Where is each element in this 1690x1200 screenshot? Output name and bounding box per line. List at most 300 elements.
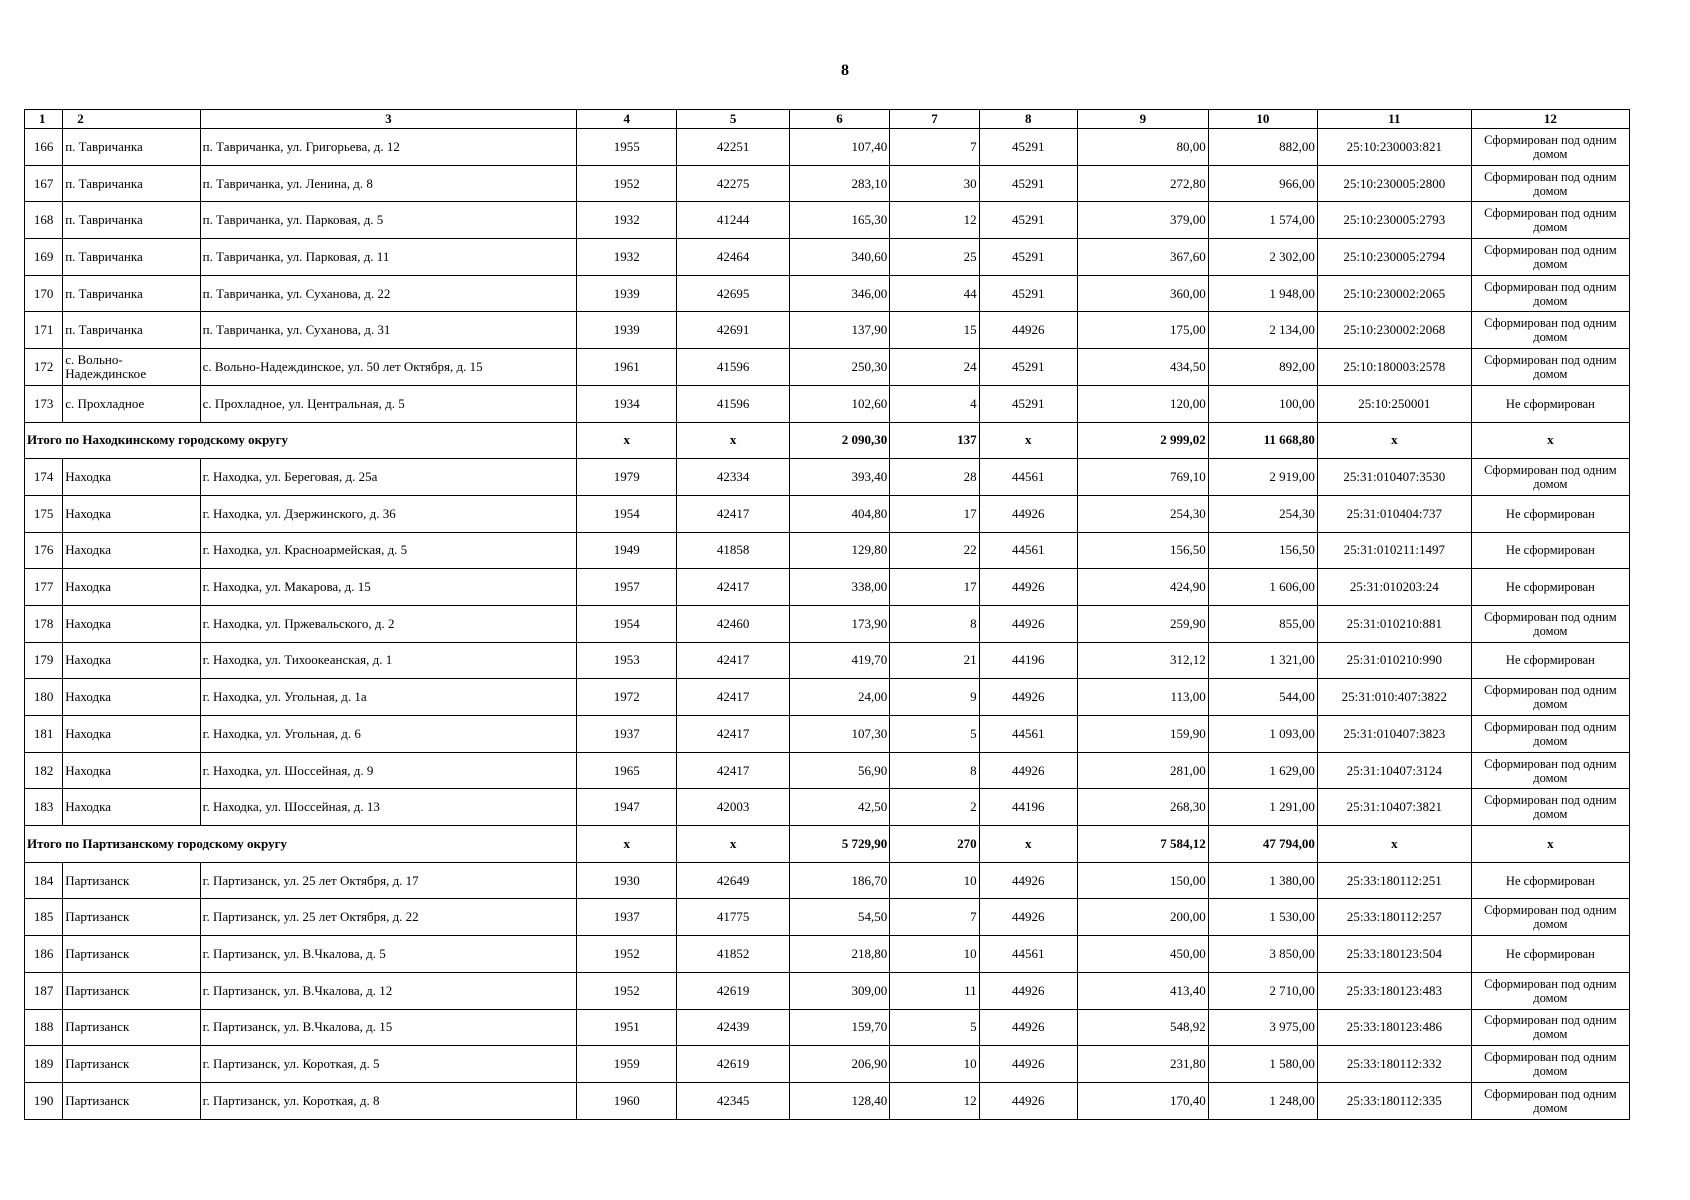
cell-year: 1932: [577, 202, 677, 239]
cell-year: 1952: [577, 165, 677, 202]
col-header: 8: [979, 110, 1077, 129]
cell-oktmo: 45291: [979, 129, 1077, 166]
cell-area: 56,90: [789, 752, 889, 789]
subtotal-label: Итого по Партизанскому городскому округу: [25, 826, 577, 863]
cell-cadastral: 25:31:10407:3821: [1317, 789, 1471, 826]
cell-count: 8: [890, 752, 979, 789]
cell-locality: п. Тавричанка: [63, 239, 200, 276]
cell-count: 12: [890, 1082, 979, 1119]
cell-area: 393,40: [789, 459, 889, 496]
cell-oktmo: 45291: [979, 275, 1077, 312]
col-header: 12: [1471, 110, 1629, 129]
cell-status: Не сформирован: [1471, 532, 1629, 569]
table-row: [25, 605, 1630, 642]
cell-address: п. Тавричанка, ул. Ленина, д. 8: [200, 165, 576, 202]
cell-year: 1934: [577, 385, 677, 422]
cell-status: Сформирован под одним домом: [1471, 239, 1629, 276]
cell-row-number: 185: [25, 899, 63, 936]
cell-count: 5: [890, 716, 979, 753]
cell-locality: Находка: [63, 532, 200, 569]
col-header: 6: [789, 110, 889, 129]
cell-col9: 170,40: [1077, 1082, 1208, 1119]
table-row: [25, 752, 1630, 789]
cell-row-number: 177: [25, 569, 63, 606]
cell-col9: 231,80: [1077, 1046, 1208, 1083]
cell-col9: 150,00: [1077, 862, 1208, 899]
cell-col10: 2 302,00: [1208, 239, 1317, 276]
cell-area: 159,70: [789, 1009, 889, 1046]
cell-count: 137: [890, 422, 979, 459]
cell-code: 42417: [677, 495, 789, 532]
cell-year: 1979: [577, 459, 677, 496]
cell-status: х: [1471, 826, 1629, 863]
cell-col9: 7 584,12: [1077, 826, 1208, 863]
cell-row-number: 167: [25, 165, 63, 202]
cell-year: 1959: [577, 1046, 677, 1083]
cell-status: Сформирован под одним домом: [1471, 202, 1629, 239]
cell-year: х: [577, 826, 677, 863]
cell-status: Сформирован под одним домом: [1471, 679, 1629, 716]
cell-oktmo: 44926: [979, 1046, 1077, 1083]
cell-col9: 268,30: [1077, 789, 1208, 826]
cell-code: 41852: [677, 936, 789, 973]
cell-cadastral: 25:31:010404:737: [1317, 495, 1471, 532]
cell-code: 42695: [677, 275, 789, 312]
cell-area: 173,90: [789, 605, 889, 642]
cell-area: 309,00: [789, 972, 889, 1009]
cell-address: г. Находка, ул. Береговая, д. 25а: [200, 459, 576, 496]
cell-status: Сформирован под одним домом: [1471, 972, 1629, 1009]
cell-count: 9: [890, 679, 979, 716]
cell-col10: 156,50: [1208, 532, 1317, 569]
cell-count: 25: [890, 239, 979, 276]
cell-cadastral: 25:33:180112:332: [1317, 1046, 1471, 1083]
cell-oktmo: 44926: [979, 495, 1077, 532]
cell-col10: 2 919,00: [1208, 459, 1317, 496]
table-row: [25, 899, 1630, 936]
cell-count: 12: [890, 202, 979, 239]
cell-address: г. Находка, ул. Тихоокеанская, д. 1: [200, 642, 576, 679]
cell-col10: 1 606,00: [1208, 569, 1317, 606]
cell-locality: Партизанск: [63, 972, 200, 1009]
cell-count: 44: [890, 275, 979, 312]
cell-row-number: 175: [25, 495, 63, 532]
cell-status: Сформирован под одним домом: [1471, 1082, 1629, 1119]
cell-cadastral: 25:31:010:407:3822: [1317, 679, 1471, 716]
cell-col9: 259,90: [1077, 605, 1208, 642]
cell-row-number: 174: [25, 459, 63, 496]
cell-address: с. Вольно-Надеждинское, ул. 50 лет Октября, д. 15: [200, 349, 576, 386]
table-row: [25, 1082, 1630, 1119]
cell-cadastral: 25:10:180003:2578: [1317, 349, 1471, 386]
cell-row-number: 180: [25, 679, 63, 716]
table-row: [25, 275, 1630, 312]
table-row: [25, 385, 1630, 422]
cell-count: 15: [890, 312, 979, 349]
cell-locality: п. Тавричанка: [63, 202, 200, 239]
cell-area: 346,00: [789, 275, 889, 312]
cell-year: 1953: [577, 642, 677, 679]
cell-cadastral: 25:31:10407:3124: [1317, 752, 1471, 789]
cell-cadastral: х: [1317, 422, 1471, 459]
cell-row-number: 182: [25, 752, 63, 789]
cell-year: 1951: [577, 1009, 677, 1046]
cell-code: 42417: [677, 752, 789, 789]
cell-address: п. Тавричанка, ул. Парковая, д. 11: [200, 239, 576, 276]
cell-code: 42417: [677, 716, 789, 753]
cell-oktmo: 44196: [979, 642, 1077, 679]
cell-count: 28: [890, 459, 979, 496]
cell-count: 10: [890, 936, 979, 973]
cell-code: 42417: [677, 569, 789, 606]
cell-code: 41596: [677, 349, 789, 386]
cell-locality: Находка: [63, 789, 200, 826]
cell-address: п. Тавричанка, ул. Суханова, д. 31: [200, 312, 576, 349]
cell-year: 1965: [577, 752, 677, 789]
cell-count: 5: [890, 1009, 979, 1046]
cell-cadastral: 25:33:180112:251: [1317, 862, 1471, 899]
cell-status: Не сформирован: [1471, 569, 1629, 606]
cell-year: 1955: [577, 129, 677, 166]
cell-oktmo: 45291: [979, 165, 1077, 202]
cell-col9: 450,00: [1077, 936, 1208, 973]
cell-code: 42464: [677, 239, 789, 276]
cell-area: 24,00: [789, 679, 889, 716]
cell-code: х: [677, 826, 789, 863]
cell-locality: п. Тавричанка: [63, 312, 200, 349]
cell-cadastral: 25:31:010210:990: [1317, 642, 1471, 679]
cell-col10: 3 850,00: [1208, 936, 1317, 973]
cell-cadastral: 25:33:180112:257: [1317, 899, 1471, 936]
cell-row-number: 169: [25, 239, 63, 276]
cell-col10: 1 321,00: [1208, 642, 1317, 679]
cell-col9: 281,00: [1077, 752, 1208, 789]
cell-col10: 11 668,80: [1208, 422, 1317, 459]
table-row: [25, 716, 1630, 753]
table-row: [25, 165, 1630, 202]
cell-year: 1939: [577, 275, 677, 312]
cell-row-number: 184: [25, 862, 63, 899]
col-header: 4: [577, 110, 677, 129]
table-row: [25, 459, 1630, 496]
cell-year: 1947: [577, 789, 677, 826]
cell-address: г. Находка, ул. Пржевальского, д. 2: [200, 605, 576, 642]
register-table: [24, 109, 1630, 1120]
cell-locality: Находка: [63, 642, 200, 679]
cell-code: 41596: [677, 385, 789, 422]
cell-cadastral: 25:33:180123:504: [1317, 936, 1471, 973]
cell-count: 21: [890, 642, 979, 679]
cell-col10: 3 975,00: [1208, 1009, 1317, 1046]
cell-area: 283,10: [789, 165, 889, 202]
cell-locality: Партизанск: [63, 1082, 200, 1119]
cell-code: 42345: [677, 1082, 789, 1119]
table-row: [25, 862, 1630, 899]
cell-status: х: [1471, 422, 1629, 459]
cell-locality: Партизанск: [63, 1046, 200, 1083]
cell-cadastral: 25:31:010210:881: [1317, 605, 1471, 642]
cell-cadastral: 25:10:230005:2800: [1317, 165, 1471, 202]
cell-cadastral: 25:10:230002:2068: [1317, 312, 1471, 349]
cell-locality: п. Тавричанка: [63, 275, 200, 312]
cell-status: Не сформирован: [1471, 862, 1629, 899]
cell-oktmo: 44926: [979, 899, 1077, 936]
cell-status: Сформирован под одним домом: [1471, 349, 1629, 386]
cell-locality: Находка: [63, 752, 200, 789]
cell-status: Сформирован под одним домом: [1471, 605, 1629, 642]
cell-locality: Партизанск: [63, 936, 200, 973]
cell-row-number: 178: [25, 605, 63, 642]
column-number-header: [25, 110, 1630, 129]
cell-code: 42619: [677, 972, 789, 1009]
cell-count: 4: [890, 385, 979, 422]
cell-year: 1952: [577, 936, 677, 973]
cell-count: 270: [890, 826, 979, 863]
cell-row-number: 187: [25, 972, 63, 1009]
cell-address: г. Партизанск, ул. В.Чкалова, д. 12: [200, 972, 576, 1009]
cell-code: 42649: [677, 862, 789, 899]
cell-status: Сформирован под одним домом: [1471, 459, 1629, 496]
cell-oktmo: 44561: [979, 716, 1077, 753]
cell-col10: 1 291,00: [1208, 789, 1317, 826]
cell-year: 1937: [577, 716, 677, 753]
cell-col10: 47 794,00: [1208, 826, 1317, 863]
cell-col9: 254,30: [1077, 495, 1208, 532]
cell-row-number: 173: [25, 385, 63, 422]
cell-col10: 1 629,00: [1208, 752, 1317, 789]
cell-locality: п. Тавричанка: [63, 129, 200, 166]
cell-row-number: 186: [25, 936, 63, 973]
cell-locality: Находка: [63, 716, 200, 753]
cell-cadastral: х: [1317, 826, 1471, 863]
cell-status: Не сформирован: [1471, 936, 1629, 973]
cell-col10: 1 948,00: [1208, 275, 1317, 312]
cell-col9: 367,60: [1077, 239, 1208, 276]
cell-area: 404,80: [789, 495, 889, 532]
cell-col9: 80,00: [1077, 129, 1208, 166]
cell-oktmo: 45291: [979, 385, 1077, 422]
cell-code: 41775: [677, 899, 789, 936]
cell-col10: 544,00: [1208, 679, 1317, 716]
cell-locality: с. Прохладное: [63, 385, 200, 422]
cell-count: 24: [890, 349, 979, 386]
cell-area: 107,40: [789, 129, 889, 166]
cell-area: 128,40: [789, 1082, 889, 1119]
table-row: [25, 129, 1630, 166]
cell-code: 42417: [677, 679, 789, 716]
cell-address: г. Партизанск, ул. В.Чкалова, д. 5: [200, 936, 576, 973]
cell-status: Сформирован под одним домом: [1471, 1009, 1629, 1046]
page-number: 8: [841, 62, 849, 79]
cell-area: 186,70: [789, 862, 889, 899]
cell-code: 42619: [677, 1046, 789, 1083]
cell-year: 1957: [577, 569, 677, 606]
cell-row-number: 189: [25, 1046, 63, 1083]
cell-col10: 1 248,00: [1208, 1082, 1317, 1119]
cell-status: Сформирован под одним домом: [1471, 275, 1629, 312]
cell-year: 1937: [577, 899, 677, 936]
cell-address: п. Тавричанка, ул. Суханова, д. 22: [200, 275, 576, 312]
cell-oktmo: 44926: [979, 862, 1077, 899]
table-row: [25, 972, 1630, 1009]
cell-code: 41244: [677, 202, 789, 239]
cell-row-number: 172: [25, 349, 63, 386]
col-header: 9: [1077, 110, 1208, 129]
cell-address: г. Находка, ул. Угольная, д. 6: [200, 716, 576, 753]
table-row: [25, 642, 1630, 679]
cell-area: 129,80: [789, 532, 889, 569]
table-row: [25, 312, 1630, 349]
col-header: 11: [1317, 110, 1471, 129]
cell-cadastral: 25:33:180123:486: [1317, 1009, 1471, 1046]
cell-col10: 2 710,00: [1208, 972, 1317, 1009]
cell-row-number: 183: [25, 789, 63, 826]
cell-col9: 120,00: [1077, 385, 1208, 422]
table-row: [25, 239, 1630, 276]
col-header: 1: [25, 110, 63, 129]
col-header: 2: [63, 110, 200, 129]
cell-status: Сформирован под одним домом: [1471, 129, 1629, 166]
cell-year: 1961: [577, 349, 677, 386]
table-row: [25, 789, 1630, 826]
col-header: 5: [677, 110, 789, 129]
cell-count: 7: [890, 899, 979, 936]
cell-cadastral: 25:31:010203:24: [1317, 569, 1471, 606]
cell-count: 2: [890, 789, 979, 826]
cell-oktmo: 44926: [979, 679, 1077, 716]
cell-area: 165,30: [789, 202, 889, 239]
cell-status: Сформирован под одним домом: [1471, 165, 1629, 202]
cell-row-number: 166: [25, 129, 63, 166]
cell-col10: 892,00: [1208, 349, 1317, 386]
cell-count: 22: [890, 532, 979, 569]
cell-count: 8: [890, 605, 979, 642]
cell-address: г. Партизанск, ул. В.Чкалова, д. 15: [200, 1009, 576, 1046]
cell-col10: 1 580,00: [1208, 1046, 1317, 1083]
cell-col10: 1 380,00: [1208, 862, 1317, 899]
cell-oktmo: 45291: [979, 239, 1077, 276]
cell-cadastral: 25:10:230005:2794: [1317, 239, 1471, 276]
cell-col9: 769,10: [1077, 459, 1208, 496]
cell-count: 7: [890, 129, 979, 166]
cell-address: г. Партизанск, ул. 25 лет Октября, д. 22: [200, 899, 576, 936]
cell-locality: Находка: [63, 605, 200, 642]
cell-area: 338,00: [789, 569, 889, 606]
cell-col9: 2 999,02: [1077, 422, 1208, 459]
cell-status: Сформирован под одним домом: [1471, 1046, 1629, 1083]
cell-oktmo: 44561: [979, 532, 1077, 569]
cell-status: Не сформирован: [1471, 642, 1629, 679]
cell-address: г. Находка, ул. Дзержинского, д. 36: [200, 495, 576, 532]
col-header: 3: [200, 110, 576, 129]
cell-code: 42251: [677, 129, 789, 166]
cell-code: 42334: [677, 459, 789, 496]
cell-locality: Находка: [63, 459, 200, 496]
cell-status: Не сформирован: [1471, 495, 1629, 532]
cell-col9: 413,40: [1077, 972, 1208, 1009]
cell-code: 42003: [677, 789, 789, 826]
cell-code: х: [677, 422, 789, 459]
cell-locality: Находка: [63, 569, 200, 606]
cell-count: 11: [890, 972, 979, 1009]
cell-address: п. Тавричанка, ул. Парковая, д. 5: [200, 202, 576, 239]
cell-col10: 254,30: [1208, 495, 1317, 532]
table-row: [25, 569, 1630, 606]
cell-col10: 1 530,00: [1208, 899, 1317, 936]
cell-col9: 113,00: [1077, 679, 1208, 716]
cell-col9: 424,90: [1077, 569, 1208, 606]
cell-count: 10: [890, 862, 979, 899]
cell-col10: 855,00: [1208, 605, 1317, 642]
cell-col10: 1 574,00: [1208, 202, 1317, 239]
cell-address: г. Находка, ул. Угольная, д. 1а: [200, 679, 576, 716]
cell-col10: 882,00: [1208, 129, 1317, 166]
cell-area: 5 729,90: [789, 826, 889, 863]
cell-row-number: 190: [25, 1082, 63, 1119]
cell-locality: п. Тавричанка: [63, 165, 200, 202]
cell-locality: Партизанск: [63, 1009, 200, 1046]
cell-address: г. Партизанск, ул. 25 лет Октября, д. 17: [200, 862, 576, 899]
cell-area: 250,30: [789, 349, 889, 386]
cell-col9: 548,92: [1077, 1009, 1208, 1046]
cell-year: 1954: [577, 495, 677, 532]
cell-code: 42691: [677, 312, 789, 349]
cell-col9: 272,80: [1077, 165, 1208, 202]
cell-area: 419,70: [789, 642, 889, 679]
cell-address: г. Партизанск, ул. Короткая, д. 8: [200, 1082, 576, 1119]
cell-area: 102,60: [789, 385, 889, 422]
cell-row-number: 171: [25, 312, 63, 349]
cell-area: 218,80: [789, 936, 889, 973]
cell-cadastral: 25:31:010211:1497: [1317, 532, 1471, 569]
cell-oktmo: 45291: [979, 349, 1077, 386]
cell-col9: 379,00: [1077, 202, 1208, 239]
cell-status: Не сформирован: [1471, 385, 1629, 422]
cell-address: г. Находка, ул. Шоссейная, д. 9: [200, 752, 576, 789]
table-row: [25, 1009, 1630, 1046]
cell-col9: 159,90: [1077, 716, 1208, 753]
cell-year: 1930: [577, 862, 677, 899]
cell-oktmo: 44561: [979, 936, 1077, 973]
table-row: [25, 679, 1630, 716]
cell-status: Сформирован под одним домом: [1471, 899, 1629, 936]
cell-year: 1960: [577, 1082, 677, 1119]
cell-cadastral: 25:31:010407:3530: [1317, 459, 1471, 496]
cell-oktmo: х: [979, 826, 1077, 863]
cell-col9: 175,00: [1077, 312, 1208, 349]
cell-area: 54,50: [789, 899, 889, 936]
cell-status: Сформирован под одним домом: [1471, 752, 1629, 789]
cell-cadastral: 25:33:180123:483: [1317, 972, 1471, 1009]
cell-status: Сформирован под одним домом: [1471, 312, 1629, 349]
table-row: [25, 349, 1630, 386]
cell-address: г. Находка, ул. Шоссейная, д. 13: [200, 789, 576, 826]
cell-col9: 200,00: [1077, 899, 1208, 936]
cell-area: 42,50: [789, 789, 889, 826]
cell-locality: Партизанск: [63, 862, 200, 899]
cell-col9: 360,00: [1077, 275, 1208, 312]
cell-address: п. Тавричанка, ул. Григорьева, д. 12: [200, 129, 576, 166]
subtotal-row: [25, 422, 1630, 459]
cell-col9: 434,50: [1077, 349, 1208, 386]
cell-row-number: 168: [25, 202, 63, 239]
cell-row-number: 176: [25, 532, 63, 569]
cell-area: 137,90: [789, 312, 889, 349]
cell-col9: 312,12: [1077, 642, 1208, 679]
cell-locality: с. Вольно-Надеждинское: [63, 349, 200, 386]
cell-address: с. Прохладное, ул. Центральная, д. 5: [200, 385, 576, 422]
cell-year: х: [577, 422, 677, 459]
